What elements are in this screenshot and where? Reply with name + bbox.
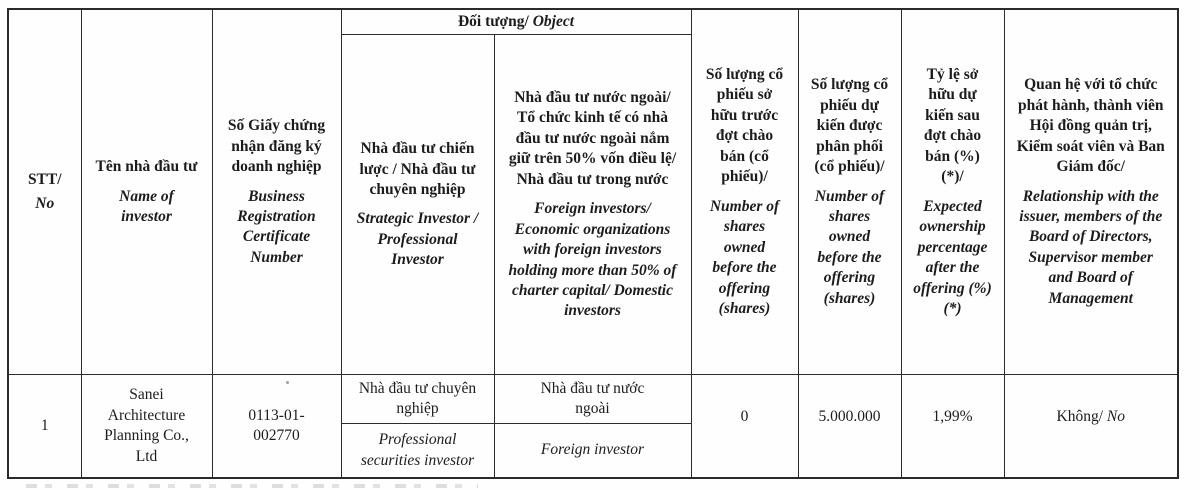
scan-speck	[286, 381, 289, 384]
header-object-group	[341, 9, 691, 35]
header-stt-en: No	[35, 195, 55, 213]
header-stt-vi: STT/	[27, 170, 62, 188]
header-ownership-after-en: Expected ownership percentage after the offering (%) (*)	[913, 197, 992, 317]
header-object-type	[341, 35, 494, 375]
cell-relationship-en: No	[1106, 407, 1125, 425]
header-relationship-vi: Quan hệ với tổ chức phát hành, thành viên Hội đồng quản trị, Kiểm soát viên và Ban Giám đốc/	[1016, 76, 1165, 176]
cell-brc: 0113-01-002770	[212, 375, 341, 478]
cell-relationship-vi: Không/	[1056, 407, 1104, 425]
cell-no: 1	[8, 375, 81, 478]
header-brc	[212, 9, 341, 375]
header-object-origin-vi: Nhà đầu tư nước ngoài/ Tổ chức kinh tế có nhà đầu tư nước ngoài nắm giữ trên 50% vốn điều lệ/ Nhà đầu tư trong nước	[508, 88, 677, 188]
header-stt	[8, 9, 81, 375]
header-investor-name-vi: Tên nhà đầu tư	[95, 158, 198, 176]
header-object-group-vi: Đối tượng/	[457, 13, 529, 30]
header-shares-before-vi: Số lượng cổ phiếu sở hữu trước đợt chào bán (cổ phiếu)/	[705, 66, 784, 186]
header-ownership-after-vi: Tỷ lệ sở hữu dự kiến sau đợt chào bán (%) (*)/	[923, 66, 982, 186]
cell-shares-allocated: 5.000.000	[798, 375, 901, 478]
header-shares-allocated-vi: Số lượng cổ phiếu dự kiến được phân phối (cổ phiếu)/	[810, 76, 889, 176]
cell-object-type-en: Professional securities investor	[341, 424, 494, 478]
header-object-origin	[494, 35, 691, 375]
header-shares-allocated-en: Number of shares owned before the offering (shares)	[814, 187, 885, 307]
table-row	[8, 375, 1178, 424]
header-shares-allocated	[798, 9, 901, 375]
cell-relationship	[1004, 375, 1178, 478]
header-relationship	[1004, 9, 1178, 375]
cell-investor-name: Sanei Architecture Planning Co., Ltd	[81, 375, 212, 478]
header-object-type-en: Strategic Investor / Professional Investor	[356, 210, 479, 269]
header-brc-vi: Số Giấy chứng nhận đăng ký doanh nghiệp	[227, 117, 326, 176]
header-investor-name	[81, 9, 212, 375]
investor-allocation-table	[7, 8, 1179, 479]
cell-object-type-vi: Nhà đầu tư chuyên nghiệp	[341, 375, 494, 424]
header-object-origin-en: Foreign investors/ Economic organizations with foreign investors holding more than 50% of charter capital/ Domestic investors	[508, 200, 677, 320]
cell-ownership-after: 1,99%	[901, 375, 1004, 478]
cell-object-origin-en: Foreign investor	[494, 424, 691, 478]
header-shares-before-en: Number of shares owned before the offering (shares)	[709, 197, 780, 317]
footnote-cutoff-remnant	[26, 484, 478, 488]
header-brc-en: Business Registration Certificate Number	[237, 187, 316, 266]
cell-shares-before: 0	[691, 375, 798, 478]
header-object-group-en: Object	[532, 13, 575, 30]
header-object-type-vi: Nhà đầu tư chiến lược / Nhà đầu tư chuyên nghiệp	[359, 140, 476, 198]
header-relationship-en: Relationship with the issuer, members of the Board of Directors, Supervisor member and Board of Management	[1019, 187, 1163, 307]
header-shares-before	[691, 9, 798, 375]
header-ownership-after	[901, 9, 1004, 375]
header-investor-name-en: Name of investor	[119, 187, 174, 225]
cell-object-origin-vi: Nhà đầu tư nước ngoài	[494, 375, 691, 424]
